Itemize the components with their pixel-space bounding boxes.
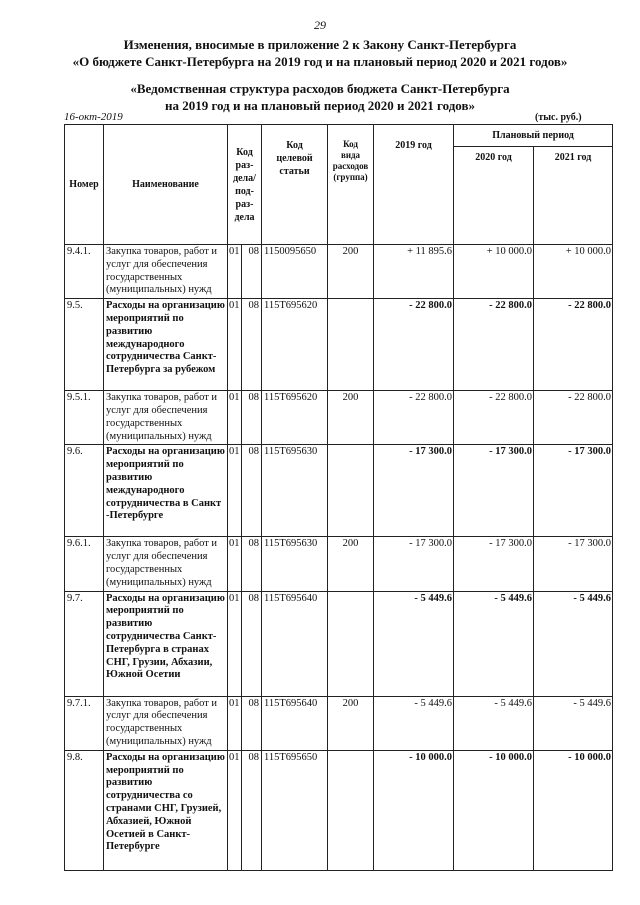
row-number: 9.7.: [65, 591, 104, 696]
row-name: Расходы на организацию мероприятий по развитию сотрудничества со странами СНГ, Грузией, Абхазией, Южной Осетией в Санкт-Петербурге: [104, 750, 228, 870]
row-number: 9.7.1.: [65, 696, 104, 750]
row-subsection: 08: [242, 299, 262, 391]
header-line: статьи: [279, 166, 310, 177]
header-line: расходов: [332, 161, 369, 171]
row-value-2019: - 22 800.0: [374, 299, 454, 391]
row-name: Закупка товаров, работ и услуг для обеспечения государственных (муниципальных) нужд: [104, 537, 228, 591]
row-name: Закупка товаров, работ и услуг для обеспечения государственных (муниципальных) нужд: [104, 696, 228, 750]
row-name: Расходы на организацию мероприятий по развитию международного сотрудничества в Санкт -Петербурге: [104, 445, 228, 537]
row-subsection: 08: [242, 445, 262, 537]
row-number: 9.5.1.: [65, 391, 104, 445]
row-subsection: 08: [242, 750, 262, 870]
unit-label: (тыс. руб.): [535, 112, 582, 123]
row-article: 115Т695640: [262, 591, 328, 696]
table-row: [65, 750, 613, 870]
table-body: [65, 245, 613, 871]
row-value-2020: - 22 800.0: [454, 299, 534, 391]
table-row: [65, 391, 613, 445]
row-section: 01: [228, 591, 242, 696]
table-row: [65, 696, 613, 750]
row-value-2021: - 17 300.0: [534, 445, 613, 537]
title-line: «О бюджете Санкт-Петербурга на 2019 год и на плановый период 2020 и 2021 годов»: [72, 54, 568, 69]
row-section: 01: [228, 750, 242, 870]
row-section: 01: [228, 245, 242, 299]
row-kind: [328, 591, 374, 696]
header-planned: Плановый период: [454, 125, 613, 147]
header-2019: 2019 год: [374, 125, 454, 245]
row-value-2020: + 10 000.0: [454, 245, 534, 299]
table-row: [65, 537, 613, 591]
row-value-2019: - 22 800.0: [374, 391, 454, 445]
header-line: (группа): [333, 172, 368, 182]
header-name: Наименование: [104, 125, 228, 245]
header-line: вида: [340, 150, 361, 160]
row-number: 9.5.: [65, 299, 104, 391]
row-value-2021: - 5 449.6: [534, 591, 613, 696]
row-value-2021: - 22 800.0: [534, 391, 613, 445]
row-kind: 200: [328, 696, 374, 750]
row-kind: 200: [328, 245, 374, 299]
header-number: Номер: [65, 125, 104, 245]
row-value-2019: - 5 449.6: [374, 696, 454, 750]
table-row: [65, 445, 613, 537]
row-value-2020: - 10 000.0: [454, 750, 534, 870]
row-subsection: 08: [242, 537, 262, 591]
row-section: 01: [228, 537, 242, 591]
row-value-2019: - 17 300.0: [374, 445, 454, 537]
row-value-2019: - 10 000.0: [374, 750, 454, 870]
row-value-2021: + 10 000.0: [534, 245, 613, 299]
row-kind: [328, 445, 374, 537]
header-line: дела: [234, 211, 255, 223]
row-article: 115Т695650: [262, 750, 328, 870]
header-line: под-: [235, 185, 254, 197]
row-article: 115Т695620: [262, 299, 328, 391]
header-section: [228, 125, 262, 245]
document-title: [0, 36, 640, 70]
row-kind: [328, 750, 374, 870]
row-article: 115Т695620: [262, 391, 328, 445]
row-name: Расходы на организацию мероприятий по развитию международного сотрудничества Санкт-Петербурга за рубежом: [104, 299, 228, 391]
row-value-2019: - 17 300.0: [374, 537, 454, 591]
row-value-2020: - 5 449.6: [454, 591, 534, 696]
row-value-2019: + 11 895.6: [374, 245, 454, 299]
row-article: 1150095650: [262, 245, 328, 299]
title-line: Изменения, вносимые в приложение 2 к Закону Санкт-Петербурга: [123, 37, 517, 52]
row-number: 9.4.1.: [65, 245, 104, 299]
row-name: Закупка товаров, работ и услуг для обеспечения государственных (муниципальных) нужд: [104, 391, 228, 445]
row-section: 01: [228, 391, 242, 445]
row-value-2021: - 17 300.0: [534, 537, 613, 591]
document-subtitle: [0, 80, 640, 114]
header-kind: [328, 125, 374, 245]
row-article: 115Т695630: [262, 537, 328, 591]
header-2020: 2020 год: [454, 147, 534, 245]
header-line: Код: [286, 140, 303, 151]
row-value-2020: - 17 300.0: [454, 537, 534, 591]
row-number: 9.6.: [65, 445, 104, 537]
row-subsection: 08: [242, 696, 262, 750]
row-subsection: 08: [242, 391, 262, 445]
row-section: 01: [228, 696, 242, 750]
row-kind: [328, 299, 374, 391]
table-row: [65, 245, 613, 299]
header-line: дела/: [233, 172, 256, 184]
header-line: целевой: [276, 153, 313, 164]
row-name: Расходы на организацию мероприятий по развитию сотрудничества Санкт-Петербурга в странах СНГ, Грузии, Абхазии, Южной Осетии: [104, 591, 228, 696]
row-subsection: 08: [242, 591, 262, 696]
row-value-2020: - 22 800.0: [454, 391, 534, 445]
row-kind: 200: [328, 537, 374, 591]
header-line: раз-: [235, 159, 254, 171]
row-name: Закупка товаров, работ и услуг для обеспечения государственных (муниципальных) нужд: [104, 245, 228, 299]
subtitle-line: «Ведомственная структура расходов бюджета Санкт-Петербурга: [130, 81, 510, 96]
subtitle-line: на 2019 год и на плановый период 2020 и 2021 годов»: [164, 98, 475, 113]
row-value-2019: - 5 449.6: [374, 591, 454, 696]
row-section: 01: [228, 445, 242, 537]
header-line: раз-: [235, 198, 254, 210]
header-article: [262, 125, 328, 245]
header-2021: 2021 год: [534, 147, 613, 245]
row-value-2021: - 10 000.0: [534, 750, 613, 870]
row-section: 01: [228, 299, 242, 391]
table-row: [65, 591, 613, 696]
table-header: [65, 125, 613, 245]
document-date: 16-окт-2019: [64, 111, 123, 123]
header-line: Код: [236, 146, 253, 158]
row-article: 115Т695640: [262, 696, 328, 750]
row-value-2021: - 22 800.0: [534, 299, 613, 391]
budget-table: [64, 124, 613, 871]
row-number: 9.8.: [65, 750, 104, 870]
row-number: 9.6.1.: [65, 537, 104, 591]
row-subsection: 08: [242, 245, 262, 299]
header-line: Код: [343, 139, 358, 149]
row-kind: 200: [328, 391, 374, 445]
page-number: 29: [314, 18, 326, 32]
row-value-2020: - 17 300.0: [454, 445, 534, 537]
row-value-2021: - 5 449.6: [534, 696, 613, 750]
row-value-2020: - 5 449.6: [454, 696, 534, 750]
table-row: [65, 299, 613, 391]
row-article: 115Т695630: [262, 445, 328, 537]
